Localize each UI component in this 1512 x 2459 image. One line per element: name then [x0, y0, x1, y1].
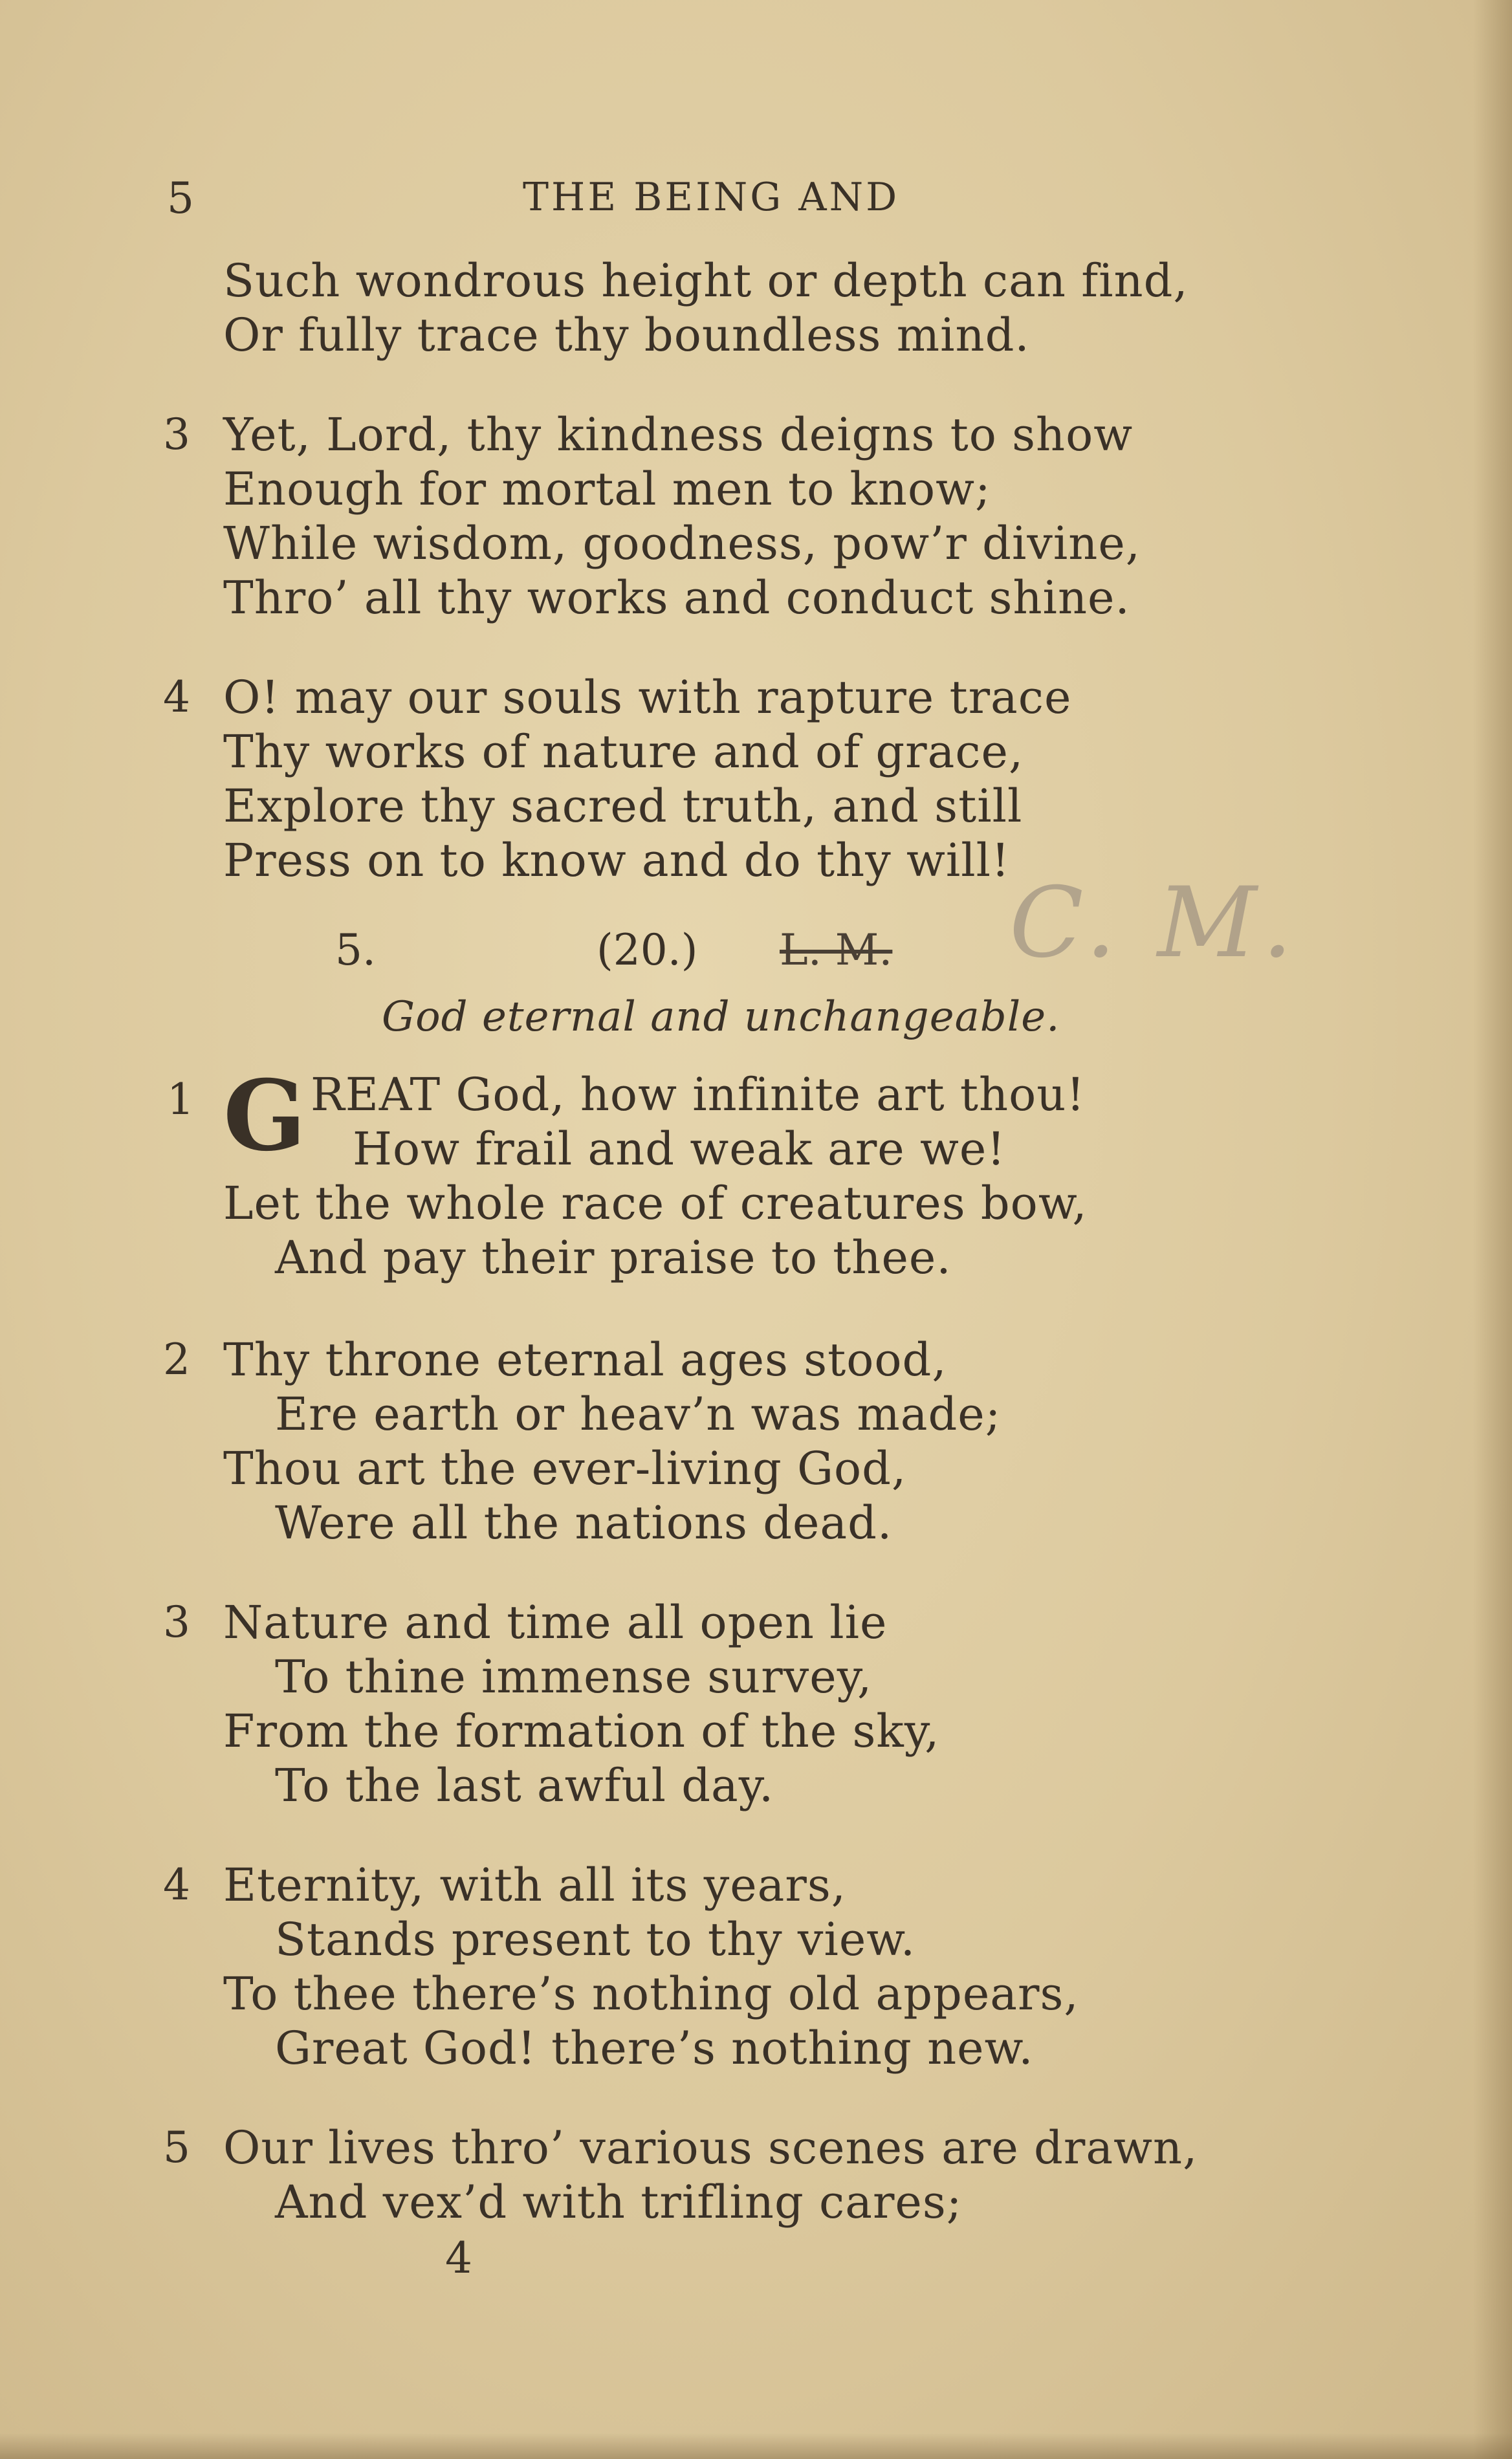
verse-line: Thro’ all thy works and conduct shine.: [223, 571, 1130, 624]
pencil-annotation: C. M.: [1009, 867, 1298, 979]
verse-number: 4: [163, 1860, 191, 1910]
hymn-title: God eternal and unchangeable.: [382, 993, 1060, 1041]
verse-line: From the formation of the sky,: [223, 1705, 940, 1758]
verse-line: Were all the nations dead.: [275, 1496, 893, 1549]
verse-line: Press on to know and do thy will!: [223, 834, 1011, 887]
verse-line: Let the whole race of creatures bow,: [223, 1177, 1088, 1230]
verse-line: Thy works of nature and of grace,: [223, 725, 1024, 778]
verse-line: To thee there’s nothing old appears,: [223, 1967, 1079, 2020]
verse-line: To the last awful day.: [275, 1759, 774, 1812]
verse-line: While wisdom, goodness, pow’r divine,: [223, 517, 1141, 570]
verse-line: Thou art the ever-living God,: [223, 1442, 907, 1495]
verse-number: 5: [163, 2123, 191, 2172]
verse-line: Yet, Lord, thy kindness deigns to show: [223, 408, 1134, 461]
page-edge-shadow: [1473, 0, 1512, 2459]
verse-number: 4: [163, 672, 191, 722]
verse-number: 2: [163, 1335, 191, 1384]
verse-line: Thy throne eternal ages stood,: [223, 1333, 947, 1386]
verse-line: Nature and time all open lie: [223, 1596, 888, 1649]
drop-cap: G: [223, 1059, 307, 1173]
verse-line: Our lives thro’ various scenes are drawn,: [223, 2121, 1198, 2174]
verse-line: Eternity, with all its years,: [223, 1859, 847, 1912]
verse-line: How frail and weak are we!: [353, 1122, 1006, 1175]
verse-line: Or fully trace thy boundless mind.: [223, 309, 1030, 362]
verse-line: O! may our souls with rapture trace: [223, 671, 1072, 724]
hymn-meter: L. M.: [780, 925, 893, 975]
verse-line: Ere earth or heav’n was made;: [275, 1388, 1002, 1441]
running-title: THE BEING AND: [523, 175, 900, 220]
verse-line: Enough for mortal men to know;: [223, 463, 991, 516]
hymn-number: 5.: [335, 925, 376, 975]
verse-number: 1: [167, 1075, 195, 1124]
verse-line: And pay their praise to thee.: [275, 1231, 952, 1284]
page-bottom-shadow: [0, 2433, 1512, 2459]
verse-line: Such wondrous height or depth can find,: [223, 254, 1189, 307]
verse-line: To thine immense survey,: [275, 1650, 873, 1703]
verse-number: 3: [163, 1597, 191, 1647]
page-number: 5: [167, 173, 194, 223]
verse-line: REAT God, how infinite art thou!: [311, 1068, 1086, 1121]
verse-number: 3: [163, 410, 191, 459]
verse-line: Great God! there’s nothing new.: [275, 2022, 1034, 2075]
verse-line: Explore thy sacred truth, and still: [223, 780, 1023, 833]
verse-line: Stands present to thy view.: [275, 1913, 916, 1966]
hymn-reference: (20.): [597, 925, 698, 975]
signature-mark: 4: [445, 2233, 472, 2283]
verse-line: And vex’d with trifling cares;: [275, 2176, 963, 2229]
